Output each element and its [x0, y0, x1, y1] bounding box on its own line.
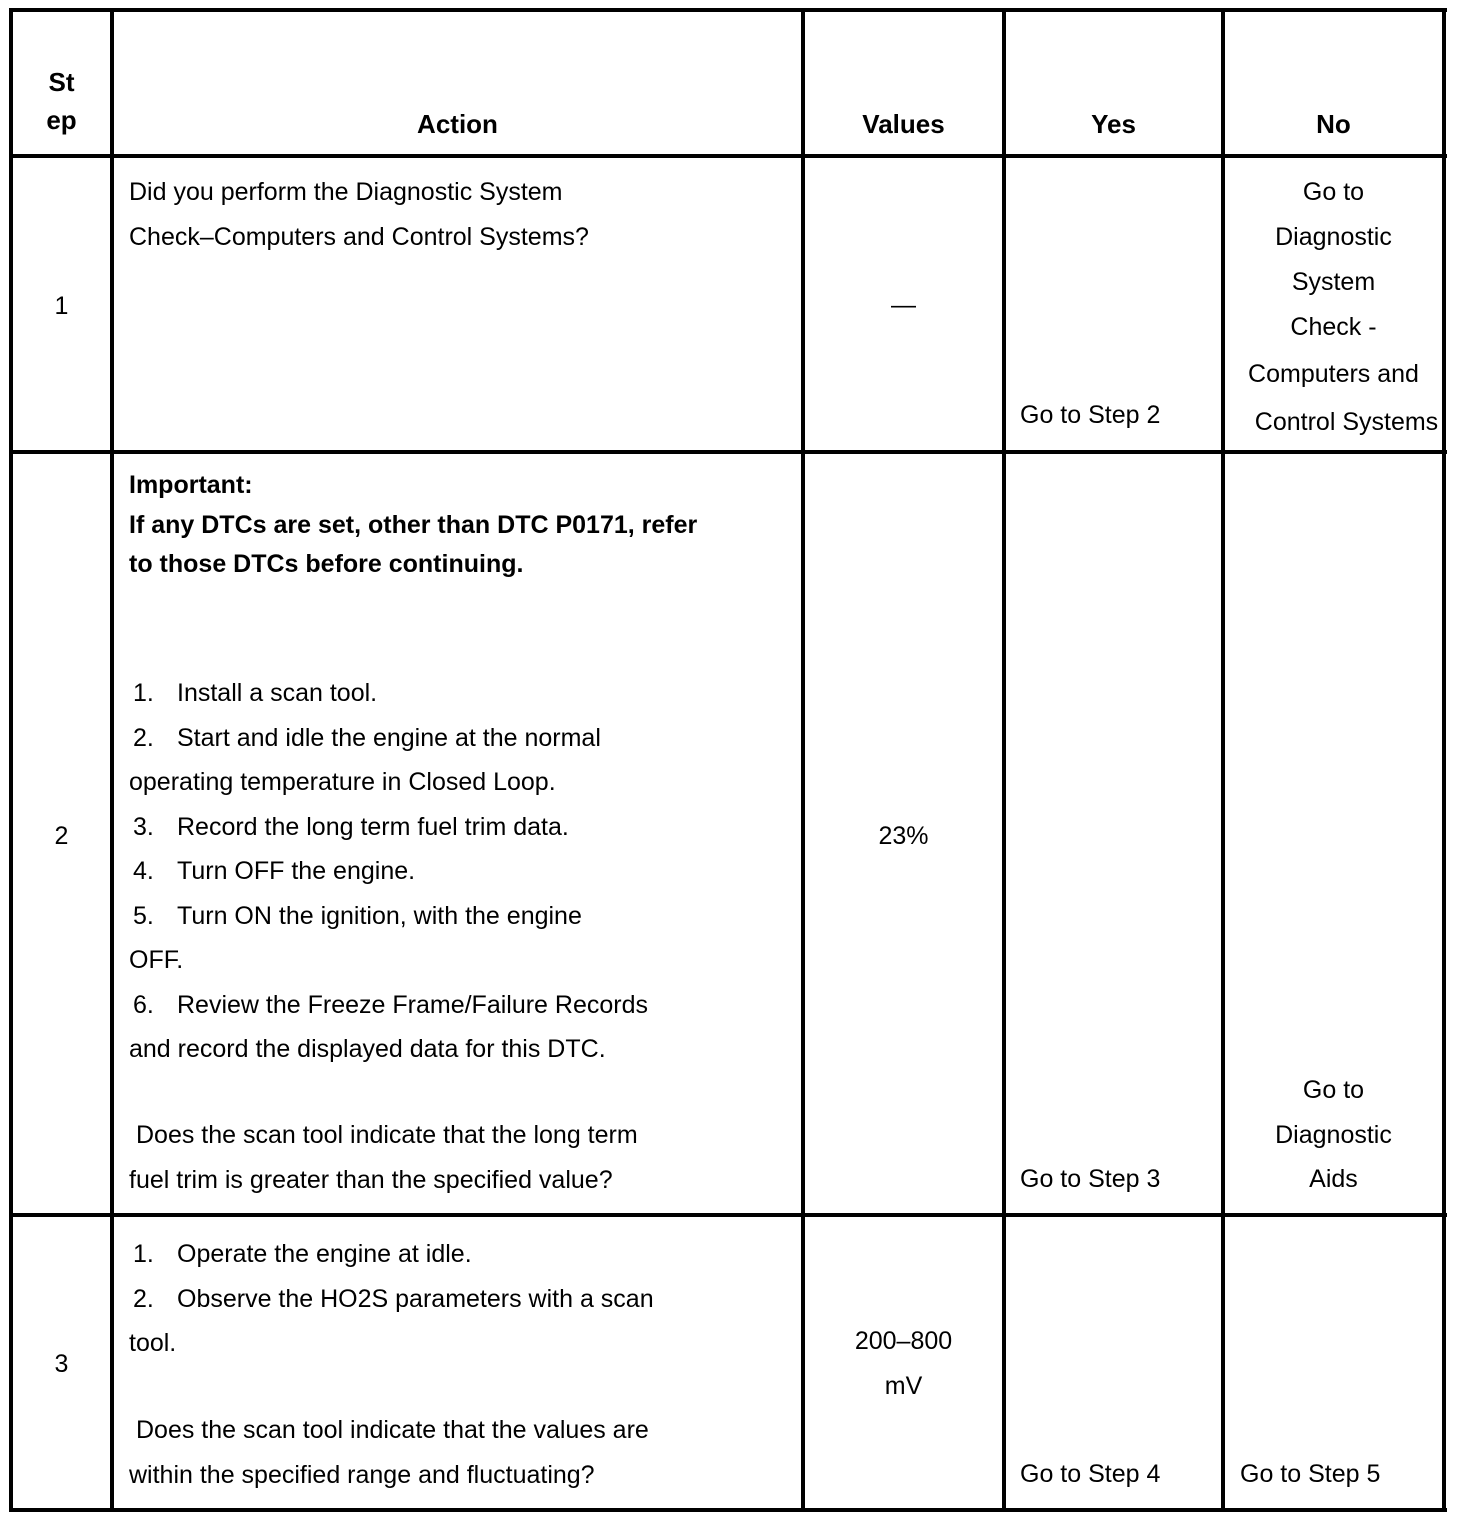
step-line [129, 1232, 799, 1277]
row2-value: 23% [878, 822, 929, 850]
rule-right [1442, 8, 1446, 1512]
diagnostic-table [9, 8, 1447, 1520]
step-number: 5. [133, 901, 154, 930]
step-text: Install a scan tool. [177, 679, 378, 707]
step-continuation: OFF. [129, 946, 184, 974]
row1-no-line: System [1291, 268, 1376, 296]
row3-value-line: 200–800 [854, 1327, 953, 1355]
row1-action-line: Check–Computers and Control Systems? [129, 222, 589, 251]
rule-col-action [801, 8, 805, 1512]
row1-no-line: Computers and [1248, 360, 1419, 388]
question-line: within the specified range and fluctuating? [129, 1460, 595, 1489]
step-continuation: operating temperature in Closed Loop. [129, 768, 556, 796]
row3-question [129, 1408, 799, 1497]
step-number: 1. [133, 1240, 154, 1268]
rule-left [9, 8, 13, 1512]
header-action: Action [417, 109, 498, 139]
row1-value: — [891, 291, 916, 319]
row3-yes: Go to Step 4 [1020, 1460, 1161, 1488]
header-yes: Yes [1091, 109, 1136, 139]
question-line: fuel trim is greater than the specified value? [129, 1165, 613, 1194]
important-label: Important: [129, 471, 253, 499]
step-continuation: and record the displayed data for this DTC. [129, 1035, 606, 1063]
row3-step: 3 [54, 1350, 69, 1378]
row3-steps [129, 1232, 799, 1366]
step-text: Record the long term fuel trim data. [177, 812, 569, 841]
header-no: No [1316, 109, 1351, 139]
step-text: Operate the engine at idle. [177, 1240, 472, 1268]
step-number: 1. [133, 679, 154, 707]
rule-top [9, 8, 1447, 12]
header-step-line: ep [46, 105, 77, 135]
rule-bottom [9, 1508, 1447, 1512]
question-line: Does the scan tool indicate that the values are [136, 1416, 649, 1444]
row1-no-line: Diagnostic [1275, 223, 1392, 251]
row2-step: 2 [54, 822, 69, 850]
step-text: Review the Freeze Frame/Failure Records [177, 990, 648, 1019]
step-line [129, 671, 799, 716]
rule-header-bottom [9, 154, 1447, 158]
rule-col-values [1002, 8, 1006, 1512]
rule-col-step [110, 8, 114, 1512]
row3-value [805, 1319, 1002, 1408]
row1-no-line: Go to [1302, 178, 1365, 206]
rule-row2-bottom [9, 1213, 1447, 1217]
step-text: Observe the HO2S parameters with a scan [177, 1284, 654, 1313]
important-line: to those DTCs before continuing. [129, 550, 524, 578]
row2-question [129, 1113, 799, 1202]
step-line [129, 1277, 799, 1322]
row2-no [1225, 1068, 1442, 1202]
row2-steps [129, 671, 799, 1072]
row2-important [129, 466, 799, 585]
header-step-line: St [48, 67, 75, 97]
row1-yes: Go to Step 2 [1020, 401, 1161, 429]
row1-step: 1 [54, 292, 69, 320]
row1-no [1225, 170, 1442, 446]
row1-no-line: Check - [1290, 313, 1377, 341]
header-values: Values [862, 109, 945, 139]
row3-no: Go to Step 5 [1240, 1460, 1381, 1488]
step-line [129, 716, 799, 761]
row2-yes: Go to Step 3 [1020, 1165, 1161, 1193]
step-line [129, 805, 799, 850]
step-text: Turn ON the ignition, with the engine [177, 901, 582, 930]
step-number: 3. [133, 812, 154, 841]
step-line [129, 983, 799, 1028]
step-text: Start and idle the engine at the normal [177, 723, 601, 752]
header-step [13, 63, 110, 139]
row2-no-line: Go to [1302, 1076, 1365, 1104]
row3-value-line: mV [884, 1371, 923, 1400]
step-line [129, 849, 799, 894]
step-number: 2. [133, 723, 154, 752]
row2-no-line: Diagnostic [1275, 1120, 1392, 1149]
question-line: Does the scan tool indicate that the long term [136, 1121, 638, 1149]
step-text: Turn OFF the engine. [177, 857, 416, 885]
row2-no-line: Aids [1309, 1165, 1358, 1193]
step-line [129, 894, 799, 939]
step-number: 2. [133, 1284, 154, 1313]
row1-action-line: Did you perform the Diagnostic System [129, 178, 563, 206]
row1-action [129, 170, 799, 259]
important-line: If any DTCs are set, other than DTC P0171, refer [129, 510, 698, 539]
step-number: 6. [133, 990, 154, 1019]
step-number: 4. [133, 857, 154, 885]
step-continuation: tool. [129, 1329, 177, 1357]
rule-row1-bottom [9, 450, 1447, 454]
row1-no-line: Control Systems [1254, 408, 1439, 436]
